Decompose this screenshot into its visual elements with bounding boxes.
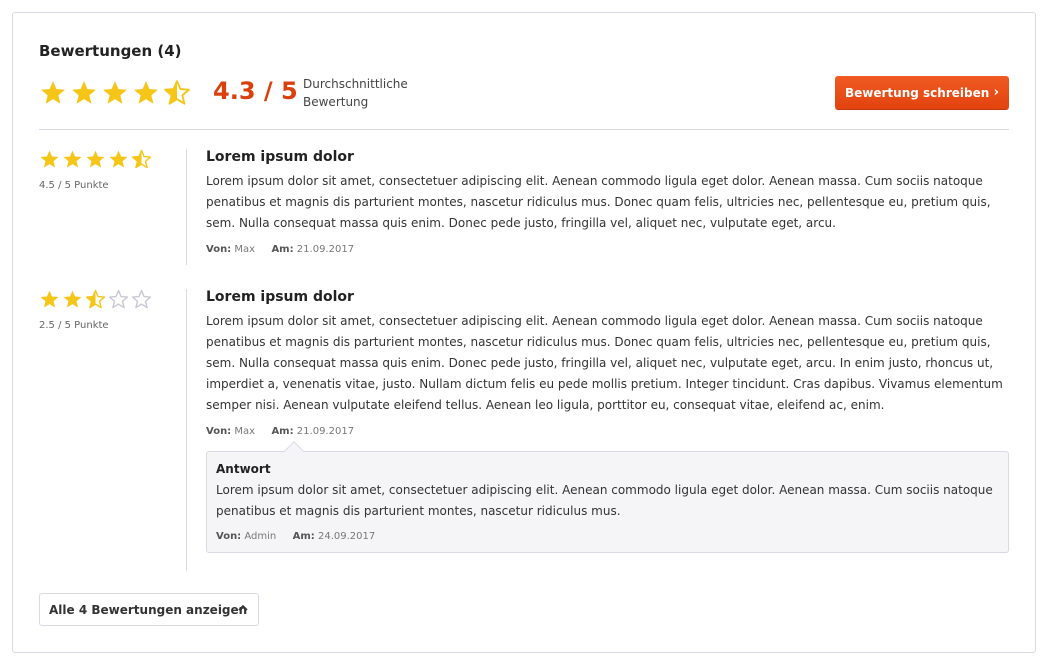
reviews-panel (12, 12, 1036, 653)
review-date: 21.09.2017 (296, 244, 355, 255)
write-review-label: Bewertung schreiben (845, 85, 990, 100)
star-icon (70, 79, 98, 107)
star-icon (163, 79, 191, 107)
chevron-right-icon: › (993, 85, 999, 100)
review-divider (186, 149, 187, 265)
review-date-label: Am: (271, 426, 294, 437)
review-author-label: Von: (206, 244, 232, 255)
review-author: Max (234, 426, 256, 437)
review-meta (206, 426, 1009, 437)
average-rating-stars (39, 79, 191, 107)
review-divider (186, 289, 187, 571)
star-icon (62, 289, 83, 310)
review-date: 21.09.2017 (296, 426, 355, 437)
review-text: Lorem ipsum dolor sit amet, consectetuer adipiscing elit. Aenean commodo ligula eget dolor. Aenean massa. Cum sociis natoque penatibus et magnis dis parturient montes, nascetur ridiculus mus. Donec quam felis, ultricies nec, pellentesque eu, pretium quis, sem. Nulla consequat massa quis enim. Donec pede justo, fringilla vel, aliquet nec, vulputate eget, arcu. (206, 174, 991, 230)
star-icon (101, 79, 129, 107)
star-icon (85, 149, 106, 170)
review-title: Lorem ipsum dolor (206, 149, 354, 165)
reviews-title: Bewertungen (4) (39, 42, 182, 60)
answer-author-label: Von: (216, 531, 242, 542)
star-icon (85, 289, 106, 310)
review-author: Max (234, 244, 256, 255)
show-all-reviews-button[interactable] (39, 593, 259, 626)
review-item (39, 289, 1009, 571)
star-icon (132, 79, 160, 107)
review-title: Lorem ipsum dolor (206, 289, 354, 305)
review-rating-stars (39, 289, 152, 310)
answer-pointer (284, 441, 304, 461)
review-text: Lorem ipsum dolor sit amet, consectetuer adipiscing elit. Aenean commodo ligula eget dolor. Aenean massa. Cum sociis natoque penatibus et magnis dis parturient montes, nascetur ridiculus mus. Donec quam felis, ultricies nec, pellentesque eu, pretium quis, sem. Nulla consequat massa quis enim. Donec pede justo, fringilla vel, aliquet nec, vulputate eget, arcu. In enim justo, rhoncus ut, imperdiet a, venenatis vitae, justo. Nullam dictum felis eu pede mollis pretium. Integer tincidunt. Cras dapibus. Vivamus elementum semper nisi. Aenean vulputate eleifend tellus. Aenean leo ligula, porttitor eu, consequat vitae, eleifend ac, enim. (206, 314, 1003, 412)
review-author-label: Von: (206, 426, 232, 437)
header-divider (39, 129, 1009, 130)
review-points: 2.5 / 5 Punkte (39, 320, 109, 331)
star-icon (62, 149, 83, 170)
star-icon (131, 289, 152, 310)
average-rating-caption: Durchschnittliche Bewertung (303, 77, 408, 109)
star-icon (39, 289, 60, 310)
write-review-button[interactable] (835, 76, 1009, 109)
answer-date: 24.09.2017 (317, 531, 376, 542)
review-points: 4.5 / 5 Punkte (39, 180, 109, 191)
average-rating-value: 4.3 / 5 (213, 77, 298, 105)
answer-author: Admin (244, 531, 277, 542)
review-content (206, 149, 1009, 255)
star-icon (108, 289, 129, 310)
review-item (39, 149, 1009, 265)
answer-title: Antwort (216, 462, 271, 476)
show-all-label: Alle 4 Bewertungen anzeigen (49, 602, 248, 617)
star-icon (131, 149, 152, 170)
review-date-label: Am: (271, 244, 294, 255)
star-icon (39, 149, 60, 170)
review-meta (206, 244, 1009, 255)
answer-text: Lorem ipsum dolor sit amet, consectetuer adipiscing elit. Aenean commodo ligula eget dolor. Aenean massa. Cum sociis natoque penatibus et magnis dis parturient montes, nascetur ridiculus mus. (216, 483, 993, 518)
chevron-up-icon (236, 601, 250, 615)
star-icon (108, 149, 129, 170)
star-icon (39, 79, 67, 107)
answer-meta (216, 531, 999, 542)
admin-answer (206, 451, 1009, 553)
review-rating-stars (39, 149, 152, 170)
answer-date-label: Am: (292, 531, 315, 542)
review-content (206, 289, 1009, 553)
